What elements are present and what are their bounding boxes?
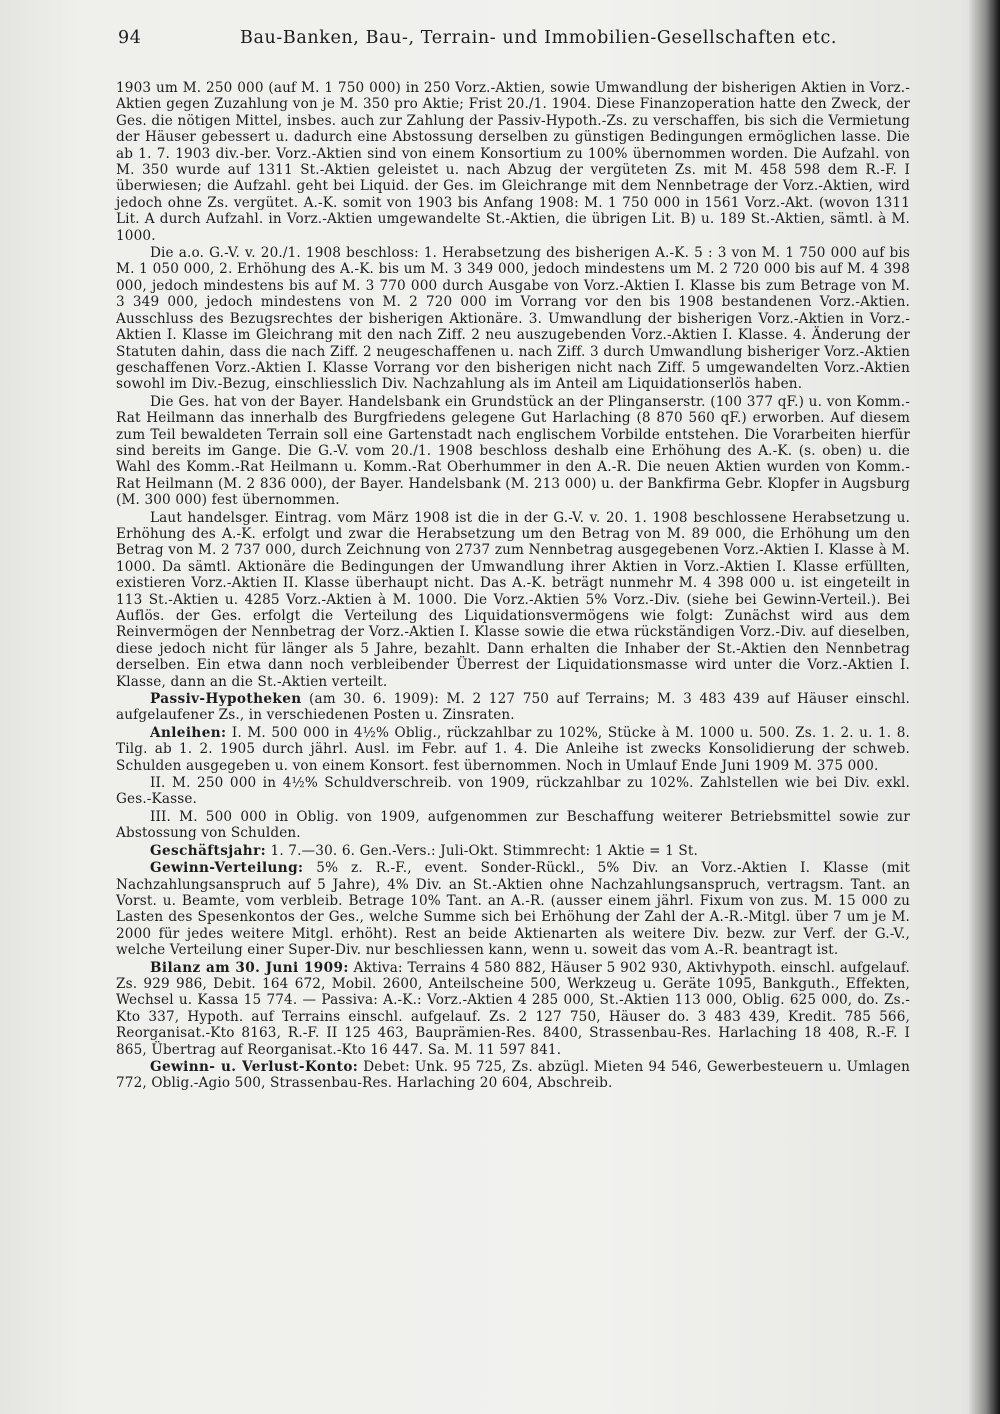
section-label: Anleihen: (150, 724, 227, 741)
section-label: Geschäftsjahr: (150, 842, 267, 859)
paragraph-text: 5% z. R.-F., event. Sonder-Rückl., 5% Div. an Vorz.-Aktien I. Klasse (mit Nachzahlungsanspruch auf 5 Jahre), 4% Div. an St.-Aktien ohne Nachzahlungsanspruch, vertragsm. Tant. an Vorst. u. Beamte, vom verbleib. Betrage 10% Tant. an A.-R. (ausser einem jährl. Fixum von zus. M. 15 000 zu Lasten des Spesenkontos der Ges., welche Summe sich bei Erhöhung der Zahl der A.-R.-Mitgl. über 7 um je M. 2000 für jedes weitere Mitgl. erhöht). Rest an beide Aktienarten als weitere Div. bezw. zur Verf. der G.-V., welche Verteilung einer Super-Div. nur beschliessen kann, wenn u. soweit das vom A.-R. beantragt ist. (116, 860, 910, 959)
paragraph-text: III. M. 500 000 in Oblig. von 1909, aufgenommen zur Beschaffung weiterer Betriebsmittel sowie zur Abstossung von Schulden. (116, 808, 910, 842)
paragraph (116, 510, 910, 690)
paragraph (116, 843, 910, 859)
paragraph (116, 775, 910, 808)
paragraph-text: II. M. 250 000 in 4½% Schuldverschreib. von 1909, rückzahlbar zu 102%. Zahlstellen wie bei Div. exkl. Ges.-Kasse. (116, 775, 910, 808)
page-header (118, 28, 970, 54)
paragraph (116, 691, 910, 724)
page-edge-shadow (968, 0, 1000, 1414)
paragraph-text: 1903 um M. 250 000 (auf M. 1 750 000) in 250 Vorz.-Aktien, sowie Umwandlung der bisherigen Aktien in Vorz.-Aktien gegen Zuzahlung von je M. 350 pro Aktie; Frist 20./1. 1904. Diese Finanzoperation hatte den Zweck, der Ges. die nötigen Mittel, insbes. auch zur Zahlung der Passiv-Hypoth.-Zs. zu verschaffen, bis sich die Vermietung der Häuser gebessert u. dadurch eine Abstossung derselben zu günstigen Bedingungen ermöglichen lasse. Die ab 1. 7. 1903 div.-ber. Vorz.-Aktien sind von einem Konsortium zu 100% übernommen worden. Die Aufzahl. von M. 350 wurde auf 1311 St.-Aktien geleistet u. nach Abzug der vergüteten Zs. mit M. 458 598 dem R.-F. I überwiesen; die Aufzahl. geht bei Liquid. der Ges. im Gleichrange mit dem Nennbetrage der Vorz.-Aktien, wird jedoch ohne Zs. vergütet. A.-K. somit von 1903 bis Anfang 1908: M. 1 750 000 in 1561 Vorz.-Akt. (wovon 1311 Lit. A durch Aufzahl. in Vorz.-Aktien umgewandelte St.-Aktien, die übrigen Lit. B) u. 189 St.-Aktien, sämtl. à M. 1000. (116, 80, 910, 244)
paragraph-text: Die a.o. G.-V. v. 20./1. 1908 beschloss: 1. Herabsetzung des bisherigen A.-K. 5 : 3 von M. 1 750 000 auf bis M. 1 050 000, 2. Erhöhung des A.-K. bis um M. 3 349 000, jedoch mindestens um M. 2 720 000 bis auf M. 4 398 000, jedoch mindestens bis auf M. 3 770 000 durch Ausgabe von Vorz.-Aktien I. Klasse bis zum Betrage von M. 3 349 000, jedoch mindestens von M. 2 720 000 im Vorrang vor den bis 1908 bestandenen Vorz.-Aktien. Ausschluss des Bezugsrechtes der bisherigen Aktionäre. 3. Umwandlung der bisherigen Vorz.-Aktien in Vorz.-Aktien I. Klasse im Gleichrang mit den nach Ziff. 2 neu auszugebenden Vorz.-Aktien I. Klasse. 4. Änderung der Statuten dahin, dass die nach Ziff. 2 neugeschaffenen u. nach Ziff. 3 durch Umwandlung bisheriger Vorz.-Aktien geschaffenen Vorz.-Aktien I. Klasse Vorrang vor den bisherigen nicht nach Ziff. 5 umgewandelten Vorz.-Aktien sowohl im Div.-Bezug, einschliesslich Div. Nachzahlung als im Anteil am Liquidationserlös haben. (116, 245, 910, 393)
paragraph (116, 1059, 910, 1092)
paragraph-text: Die Ges. hat von der Bayer. Handelsbank ein Grundstück an der Plinganserstr. (100 377 qF.) u. von Komm.-Rat Heilmann das innerhalb des Burgfriedens gelegene Gut Harlaching (8 870 560 qF.) erworben. Auf diesem zum Teil bewaldeten Terrain soll eine Gartenstadt nach englischem Vorbilde entstehen. Die Vorarbeiten hierfür sind bereits im Gange. Die G.-V. vom 20./1. 1908 beschloss deshalb eine Erhöhung des A.-K. (s. oben) u. die Wahl des Komm.-Rat Heilmann u. Komm.-Rat Oberhummer in den A.-R. Die neuen Aktien wurden von Komm.-Rat Heilmann (M. 2 836 000), der Bayer. Handelsbank (M. 213 000) u. der Bankfirma Gebr. Klopfer in Augsburg (M. 300 000) fest übernommen. (116, 393, 910, 509)
paragraph (116, 860, 910, 958)
paragraph (116, 960, 910, 1058)
running-title: Bau-Banken, Bau-, Terrain- und Immobilien-Gesellschaften etc. (240, 28, 838, 48)
paragraph (116, 394, 910, 509)
paragraph-text: 1. 7.—30. 6. Gen.-Vers.: Juli-Okt. Stimmrecht: 1 Aktie = 1 St. (266, 842, 698, 859)
paragraph-text: Debet: Unk. 95 725, Zs. abzügl. Mieten 94 546, Gewerbesteuern u. Umlagen 772, Oblig.-Agio 500, Strassenbau-Res. Harlaching 20 604, Abschreib. (116, 1058, 910, 1092)
paragraph (116, 725, 910, 774)
page-number: 94 (118, 28, 142, 48)
section-label: Bilanz am 30. Juni 1909: (150, 959, 349, 976)
section-label: Gewinn-Verteilung: (150, 860, 304, 877)
paragraph (116, 80, 910, 244)
paragraph-text: Aktiva: Terrains 4 580 882, Häuser 5 902 930, Aktivhypoth. einschl. aufgelauf. Zs. 929 986, Debit. 164 672, Mobil. 2600, Anteilscheine 500, Werkzeug u. Geräte 1095, Bankguth., Effekten, Wechsel u. Kassa 15 774. — Passiva: A.-K.: Vorz.-Aktien 4 285 000, St.-Aktien 113 000, Oblig. 625 000, do. Zs.-Kto 337, Hypoth. auf Terrains einschl. aufgelauf. Zs. 2 127 750, Häuser do. 3 483 439, Kredit. 785 566, Reorganisat.-Kto 8163, R.-F. II 125 463, Bauprämien-Res. 8400, Strassenbau-Res. Harlaching 18 408, R.-F. I 865, Übertrag auf Reorganisat.-Kto 16 447. Sa. M. 11 597 841. (116, 959, 910, 1058)
paragraph-text: I. M. 500 000 in 4½% Oblig., rückzahlbar zu 102%, Stücke à M. 1000 u. 500. Zs. 1. 2. u. 1. 8. Tilg. ab 1. 2. 1905 durch jährl. Ausl. im Febr. auf 1. 4. Die Anleihe ist zwecks Konsolidierung der schweb. Schulden ausgegeben u. von einem Konsort. fest übernommen. Noch in Umlauf Ende Juni 1909 M. 375 000. (116, 724, 910, 774)
section-label: Gewinn- u. Verlust-Konto: (150, 1058, 359, 1075)
paragraph-text: Laut handelsger. Eintrag. vom März 1908 ist die in der G.-V. v. 20. 1. 1908 beschlossene Herabsetzung u. Erhöhung des A.-K. erfolgt und zwar die Herabsetzung um den Betrag von M. 89 000, die Erhöhung um den Betrag von M. 2 737 000, durch Zeichnung von 2737 zum Nennbetrag ausgegebenen Vorz.-Aktien I. Klasse à M. 1000. Da sämtl. Aktionäre die Bedingungen der Umwandlung ihrer Aktien in Vorz.-Aktien I. Klasse erfüllten, existieren Vorz.-Aktien II. Klasse überhaupt nicht. Das A.-K. beträgt nunmehr M. 4 398 000 u. ist eingeteilt in 113 St.-Aktien u. 4285 Vorz.-Aktien à M. 1000. Die Vorz.-Aktien 5% Vorz.-Div. (siehe bei Gewinn-Verteil.). Bei Auflös. der Ges. erfolgt die Verteilung des Liquidationsvermögens wie folgt: Zunächst wird aus dem Reinvermögen der Nennbetrag der Vorz.-Aktien I. Klasse sowie die etwa rückständigen Vorz.-Div. auf dieselben, diese jedoch nicht für länger als 5 Jahre, bezahlt. Dann erhalten die Inhaber der St.-Aktien den Nennbetrag derselben. Ein etwa dann noch verbleibender Überrest der Liquidationsmasse wird unter die Vorz.-Aktien I. Klasse, dann an die St.-Aktien verteilt. (116, 509, 910, 690)
paragraph-text: (am 30. 6. 1909): M. 2 127 750 auf Terrains; M. 3 483 439 auf Häuser einschl. aufgelaufener Zs., in verschiedenen Posten u. Zinsraten. (116, 691, 910, 724)
paragraph (116, 809, 910, 842)
paragraph (116, 245, 910, 393)
section-label: Passiv-Hypotheken (150, 691, 302, 708)
body-text (116, 80, 910, 1093)
